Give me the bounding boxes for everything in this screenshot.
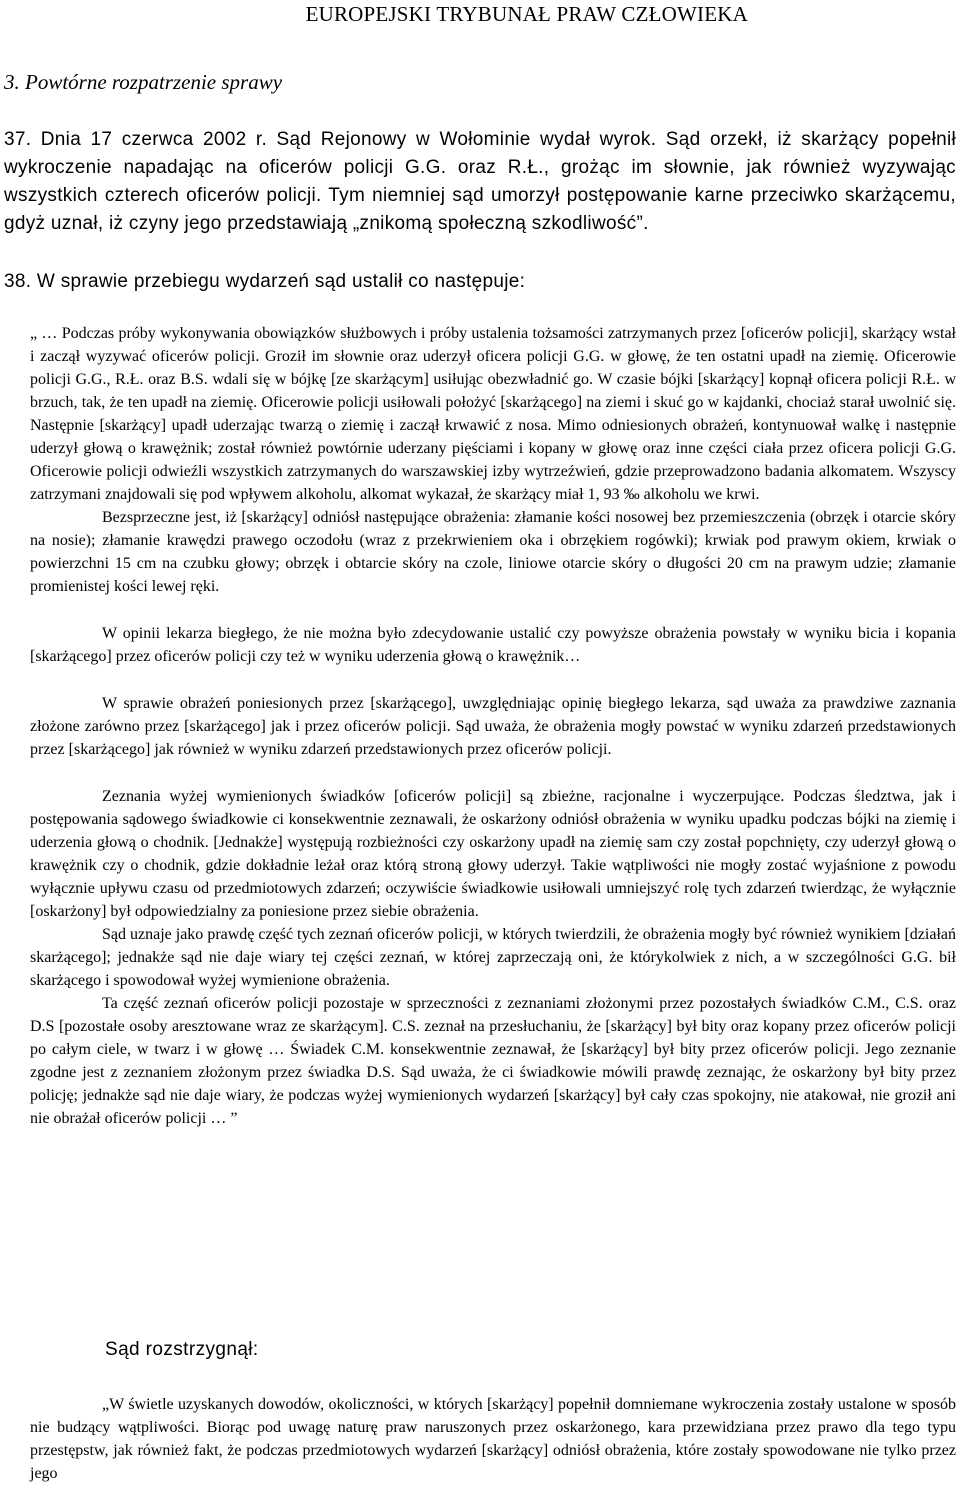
quote-paragraph: W opinii lekarza biegłego, że nie można było zdecydowanie ustalić czy powyższe obrażenia powstały w wyniku bicia i kopania [skarżącego] przez oficerów policji czy też w wyniku uderzenia głową o krawężnik… — [30, 625, 956, 665]
paragraph-37: 37. Dnia 17 czerwca 2002 r. Sąd Rejonowy w Wołominie wydał wyrok. Sąd orzekł, iż skarżący popełnił wykroczenie napadając na oficerów policji G.G. oraz R.Ł., grożąc im słownie, jak również wyzywając wszystkich czterech oficerów policji. Tym niemniej sąd umorzył postępowanie karne przeciwko skarżącemu, gdyż uznał, iż czyny jego przedstawiają „znikomą społeczną szkodliwość”. — [4, 129, 956, 234]
section-title: 3. Powtórne rozpatrzenie sprawy — [4, 70, 283, 94]
quote-paragraph: Bezsprzeczne jest, iż [skarżący] odniósł następujące obrażenia: złamanie kości nosowej bez przemieszczenia (obrzęk i otarcie skóry na nosie); złamanie krawędzi prawego oczodołu (wraz z przekrwieniem oka i obrzękiem rogówki); krwiak pod prawym okiem, krwiak o powierzchni 15 cm na czubku głowy; obrzęk i obtarcie skóry na czole, liniowe otarcie skóry o długości 20 cm na prawym udzie; złamanie promienistej kości lewej ręki. — [30, 509, 956, 595]
quote-paragraph: Ta część zeznań oficerów policji pozostaje w sprzeczności z zeznaniami złożonymi przez pozostałych świadków C.M., C.S. oraz D.S [pozostałe osoby aresztowane wraz ze skarżącym]. C.S. zeznał na przesłuchaniu, że [skarżący] był bity oraz kopany przez oficerów policji po całym ciele, w twarz i w głowę … Świadek C.M. konsekwentnie zeznawał, że [skarżący] był bity przez oficerów policji. Jego zeznanie zgodne jest z zeznaniem złożonym przez świadka D.S. Sąd uważa, że ci świadkowie mówili prawdę zeznając, że oskarżony był bity przez policję; jednakże sąd nie daje wiary, że podczas wyżej wymienionych wydarzeń [skarżący] był cały czas spokojny, nie atakował, nie groził ani nie obrażał oficerów policji … ” — [30, 995, 956, 1127]
quote-paragraph: Zeznania wyżej wymienionych świadków [oficerów policji] są zbieżne, racjonalne i wyczerpujące. Podczas śledztwa, jak i postępowania sądowego świadkowie ci konsekwentnie zeznawali, że oskarżony odniósł obrażenia w wyniku upadku podczas bójki na ziemię i uderzenia głową o chodnik. [Jednakże] występują rozbieżności czy oskarżony upadł na ziemię sam czy został popchnięty, czy uderzył głową o krawężnik czy o chodnik, gdzie dokładnie leżał oraz którą stroną głowy uderzył. Takie wątpliwości nie mogły zostać wyjaśnione z powodu wyłącznie upływu czasu od przedmiotowych zdarzeń; oczywiście świadkowie usiłowali umniejszyć rolę tych zdarzeń twierdząc, że wyłącznie [oskarżony] był odpowiedzialny za poniesione przez siebie obrażenia. — [30, 788, 956, 920]
quote-paragraph: „ … Podczas próby wykonywania obowiązków służbowych i próby ustalenia tożsamości zatrzymanych przez [oficerów policji], skarżący wstał i zaczął wyzywać oficerów policji. Groził im słownie oraz uderzył oficera policji G.G. w głowę, że ten ostatni upadł na ziemię. Oficerowie policji G.G., R.Ł. oraz B.S. wdali się w bójkę [ze skarżącym] usiłując obezwładnić go. W czasie bójki [skarżący] kopnął oficera policji R.Ł. w brzuch, tak, że ten upadł na ziemię. Oficerowie policji usiłowali położyć [skarżącego] na ziemi i skuć go w kajdanki, chociaż starał uwolnić się. Następnie [skarżący] upadł uderzając twarzą o ziemię i zaczął krwawić z nosa. Mimo odniesionych obrażeń, kontynuował walkę i następnie uderzył głową o krawężnik; został również powtórnie uderzany pięściami i kopany w głowę oraz inne części ciała przez oficera policji G.G. Oficerowie policji odwieźli wszystkich zatrzymanych do warszawskiej izby wytrzeźwień, gdzie przeprowadzono badania alkomatem. Wszyscy zatrzymani znajdowali się pod wpływem alkoholu, alkomat wykazał, że skarżący miał 1, 93 ‰ alkoholu we krwi. — [30, 325, 956, 503]
quote-paragraph: „W świetle uzyskanych dowodów, okoliczności, w których [skarżący] popełnił domniemane wykroczenia zostały ustalone w sposób nie budzący wątpliwości. Biorąc pod uwagę naturę praw naruszonych przez oskarżonego, kara przewidziana przez prawo dla tego typu przestępstw, jak również fakt, że podczas przedmiotowych wydarzeń [skarżący] odniósł obrażenia, które zostały spowodowane nie tylko przez jego — [30, 1396, 956, 1482]
quote-paragraph: W sprawie obrażeń poniesionych przez [skarżącego], uwzględniając opinię biegłego lekarza, sąd uważa za prawdziwe zaznania złożone zarówno przez [skarżącego] jak i przez oficerów policji. Sąd uważa, że obrażenia mogły powstać w wyniku zdarzeń przedstawionych przez [skarżącego] jak również w wyniku zdarzeń przedstawionych przez oficerów policji. — [30, 695, 956, 758]
court-ruling-heading: Sąd rozstrzygnął: — [105, 1339, 259, 1360]
paragraph-38: 38. W sprawie przebiegu wydarzeń sąd ustalił co następuje: — [4, 271, 526, 292]
page-header: EUROPEJSKI TRYBUNAŁ PRAW CZŁOWIEKA — [305, 2, 748, 26]
court-ruling-quote — [30, 1393, 956, 1485]
quote-paragraph: Sąd uznaje jako prawdę część tych zeznań oficerów policji, w których twierdzili, że obrażenia mogły być również wynikiem [działań skarżącego]; jednakże sąd nie daje wiary tej części zeznań, w której zaprzeczają oni, że którykolwiek z nich, a w szczególności G.G. bił skarżącego i spowodował wyżej wymienione obrażenia. — [30, 926, 956, 989]
court-findings-quote — [30, 322, 956, 1130]
